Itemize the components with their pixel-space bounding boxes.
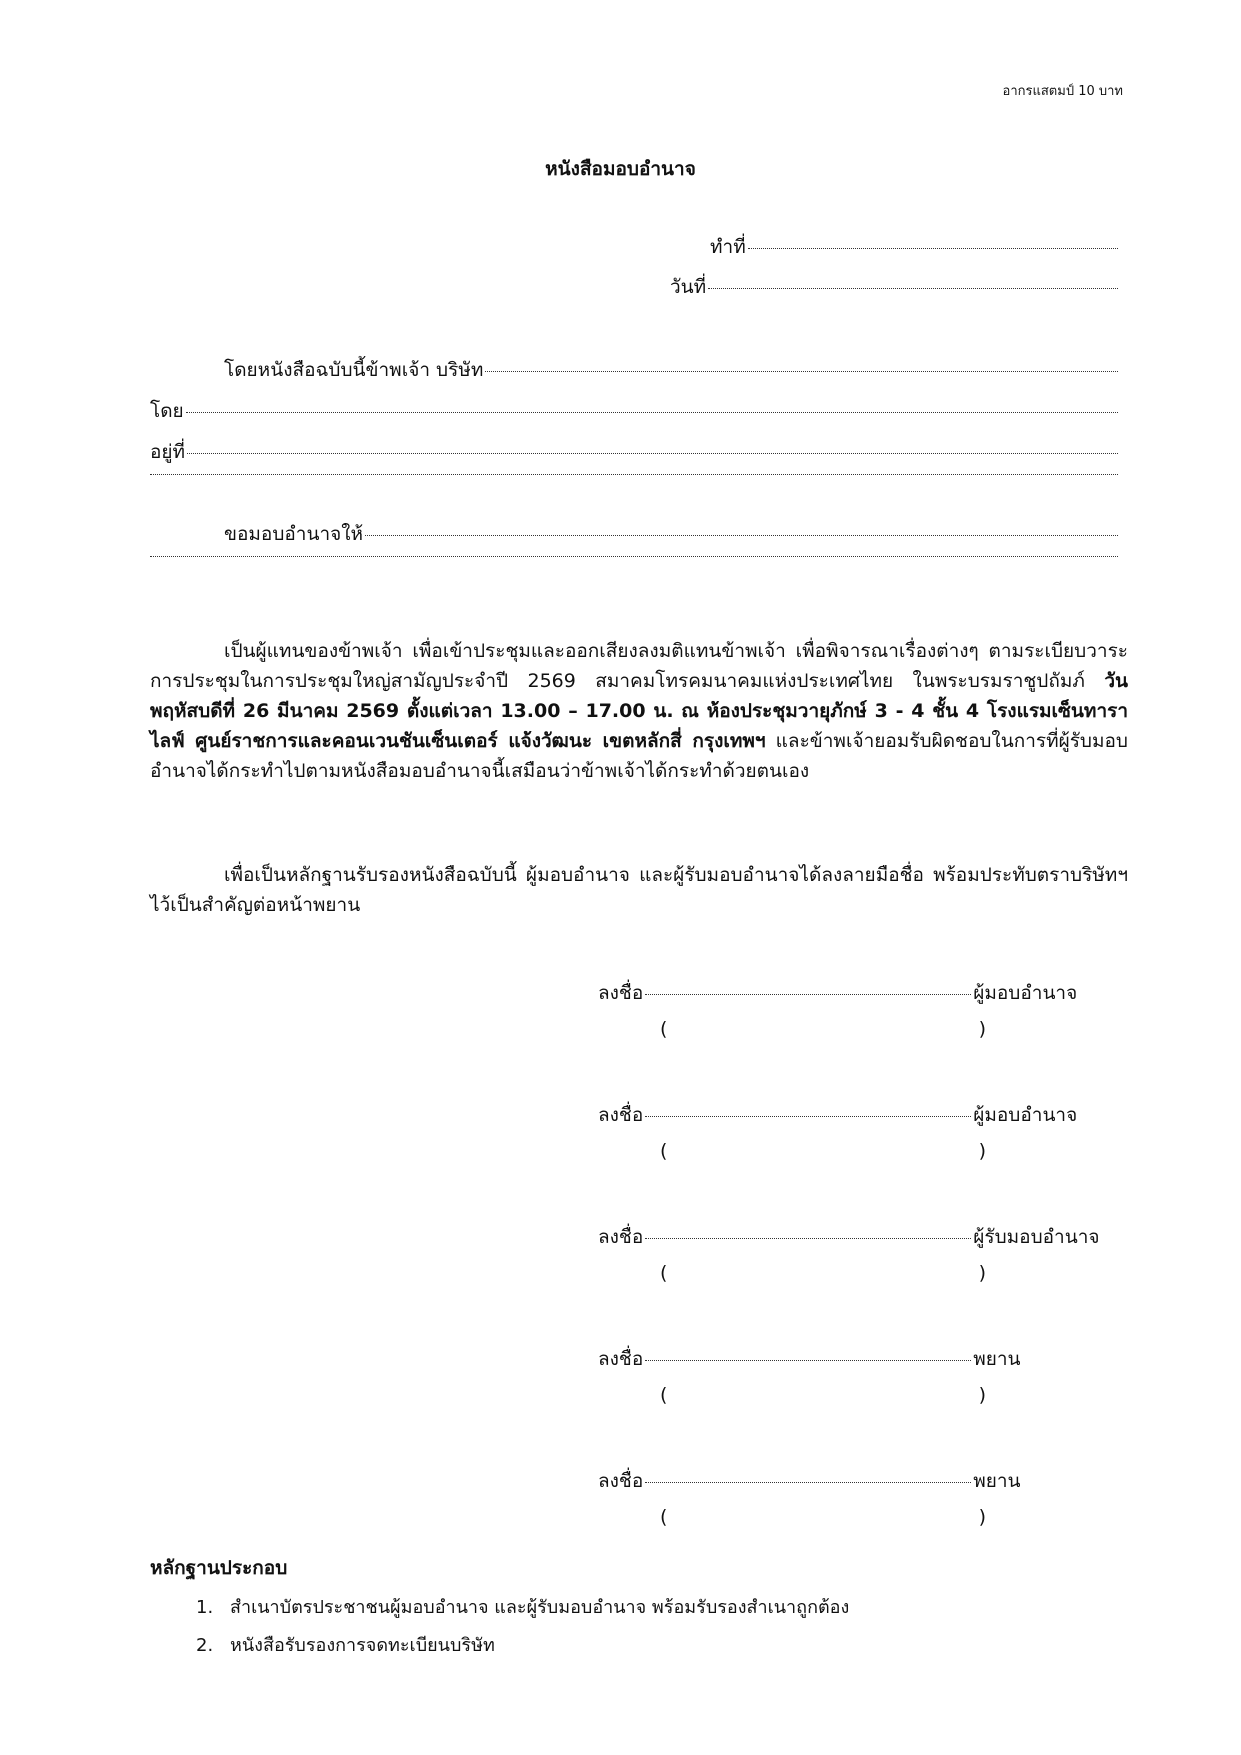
signature-role: ผู้มอบอำนาจ: [973, 1104, 1078, 1126]
date-field[interactable]: [670, 272, 1118, 302]
authorization-paragraph: [150, 636, 1128, 786]
company-blank[interactable]: [485, 371, 1118, 372]
open-paren: (: [660, 1262, 668, 1284]
close-paren: ): [978, 1140, 986, 1162]
printed-name-field[interactable]: [598, 1384, 986, 1406]
signature-line[interactable]: [645, 1482, 971, 1483]
signature-block-grantee: [598, 1222, 1118, 1284]
by-label: โดย: [150, 400, 184, 422]
sign-label: ลงชื่อ: [598, 1226, 644, 1248]
printed-name-field[interactable]: [598, 1018, 986, 1040]
address-field[interactable]: [150, 437, 1118, 467]
by-field[interactable]: [150, 396, 1118, 426]
signature-line[interactable]: [645, 1238, 971, 1239]
company-label: โดยหนังสือฉบับนี้ข้าพเจ้า บริษัท: [224, 359, 484, 381]
sign-label: ลงชื่อ: [598, 982, 644, 1004]
printed-name-field[interactable]: [598, 1506, 986, 1528]
signature-block-witness-1: [598, 1344, 1118, 1406]
sign-label: ลงชื่อ: [598, 1104, 644, 1126]
sign-label: ลงชื่อ: [598, 1470, 644, 1492]
attachment-number: 1.: [196, 1597, 214, 1618]
address-line-2[interactable]: [150, 478, 1118, 479]
printed-name-field[interactable]: [598, 1140, 986, 1162]
grantee-blank[interactable]: [365, 535, 1118, 536]
paragraph-text-1: เป็นผู้แทนของข้าพเจ้า เพื่อเข้าประชุมและออกเสียงลงมติแทนข้าพเจ้า เพื่อพิจารณาเรื่องต่างๆ ตามระเบียบวาระการประชุมในการประชุมใหญ่สามัญประจำปี 2569 สมาคมโทรคมนาคมแห่งประเทศไทย ในพระบรมราชูปถัมภ์: [150, 640, 1128, 692]
close-paren: ): [978, 1018, 986, 1040]
signature-role: พยาน: [973, 1348, 1021, 1370]
attachment-text: สำเนาบัตรประชาชนผู้มอบอำนาจ และผู้รับมอบอำนาจ พร้อมรับรองสำเนาถูกต้อง: [230, 1597, 850, 1618]
place-label: ทำที่: [710, 236, 746, 258]
open-paren: (: [660, 1140, 668, 1162]
company-field[interactable]: [224, 355, 1118, 385]
place-field[interactable]: [710, 232, 1118, 262]
date-label: วันที่: [670, 276, 707, 298]
signature-role: ผู้รับมอบอำนาจ: [973, 1226, 1100, 1248]
meeting-details: วันพฤหัสบดีที่ 26 มีนาคม 2569 ตั้งแต่เวลา 13.00 – 17.00 น. ณ ห้องประชุมวายุภักษ์ 3 - 4 ชั้น 4 โรงแรมเซ็นทารา ไลฟ์ ศูนย์ราชการและคอนเวนชันเซ็นเตอร์ แจ้งวัฒนะ เขตหลักสี่ กรุงเทพฯ: [150, 670, 1128, 752]
open-paren: (: [660, 1384, 668, 1406]
date-blank[interactable]: [708, 288, 1118, 289]
by-blank[interactable]: [186, 412, 1118, 413]
close-paren: ): [978, 1506, 986, 1528]
evidence-text: เพื่อเป็นหลักฐานรับรองหนังสือฉบับนี้ ผู้มอบอำนาจ และผู้รับมอบอำนาจได้ลงลายมือชื่อ พร้อมประทับตราบริษัทฯ ไว้เป็นสำคัญต่อหน้าพยาน: [150, 864, 1128, 916]
attachment-number: 2.: [196, 1635, 214, 1656]
signature-block-grantor-2: [598, 1100, 1118, 1162]
grantee-field[interactable]: [224, 519, 1118, 549]
address-blank-2[interactable]: [150, 474, 1118, 475]
paragraph-text-2: และข้าพเจ้ายอมรับผิดชอบในการที่ผู้รับมอบอำนาจได้กระทำไปตามหนังสือมอบอำนาจนี้เสมือนว่าข้าพเจ้าได้กระทำด้วยตนเอง: [150, 730, 1128, 782]
document-title: หนังสือมอบอำนาจ: [545, 158, 696, 180]
stamp-duty-note: อากรแสตมป์ 10 บาท: [1002, 84, 1123, 99]
close-paren: ): [978, 1262, 986, 1284]
address-label: อยู่ที่: [150, 441, 186, 463]
attachment-item: [196, 1630, 495, 1659]
sign-label: ลงชื่อ: [598, 1348, 644, 1370]
grantee-blank-2[interactable]: [150, 556, 1118, 557]
signature-line[interactable]: [645, 1360, 971, 1361]
signature-block-grantor-1: [598, 978, 1118, 1040]
place-blank[interactable]: [748, 248, 1118, 249]
attachments-heading: หลักฐานประกอบ: [150, 1557, 288, 1579]
signature-line[interactable]: [645, 994, 971, 995]
signature-role: พยาน: [973, 1470, 1021, 1492]
printed-name-field[interactable]: [598, 1262, 986, 1284]
signature-line[interactable]: [645, 1116, 971, 1117]
grantee-label: ขอมอบอำนาจให้: [224, 523, 364, 545]
attachment-text: หนังสือรับรองการจดทะเบียนบริษัท: [230, 1635, 495, 1656]
open-paren: (: [660, 1506, 668, 1528]
evidence-paragraph: [150, 860, 1128, 920]
attachment-item: [196, 1592, 849, 1621]
grantee-line-2[interactable]: [150, 560, 1118, 561]
signature-block-witness-2: [598, 1466, 1118, 1528]
address-blank[interactable]: [187, 453, 1118, 454]
open-paren: (: [660, 1018, 668, 1040]
close-paren: ): [978, 1384, 986, 1406]
signature-role: ผู้มอบอำนาจ: [973, 982, 1078, 1004]
